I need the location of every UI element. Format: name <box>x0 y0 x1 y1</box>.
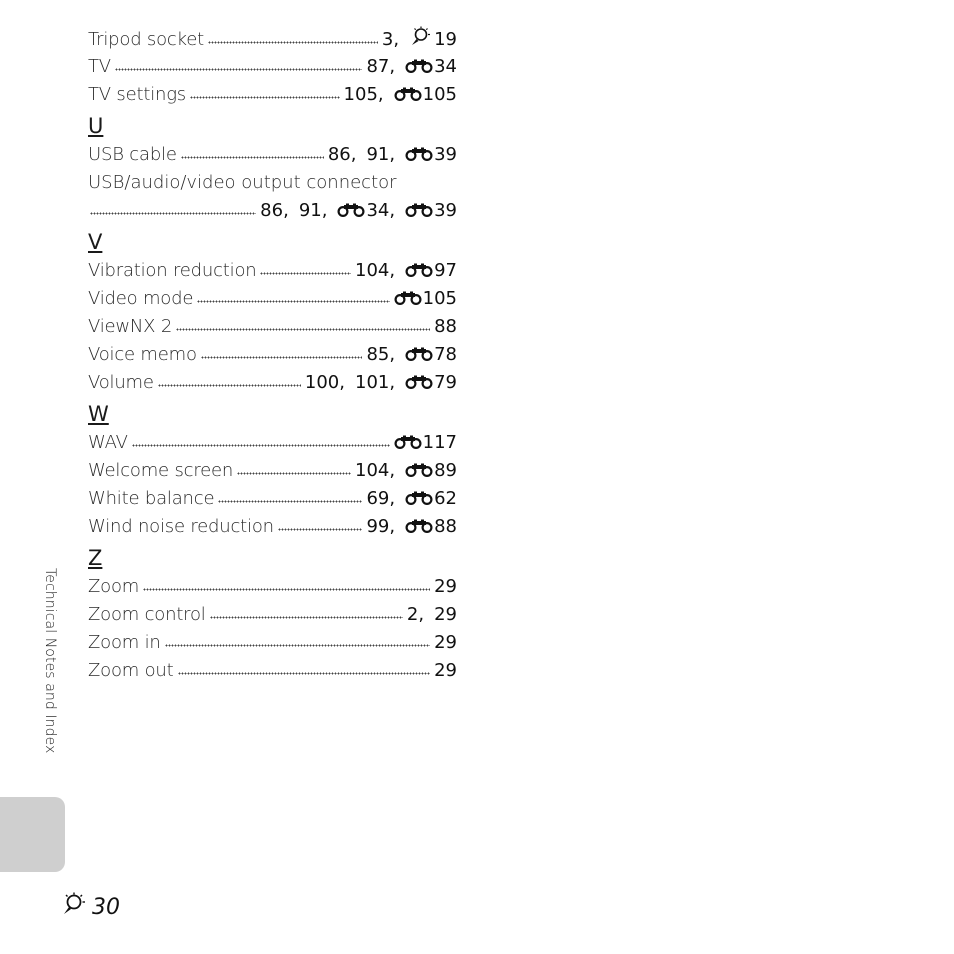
reference-section-icon <box>394 430 422 458</box>
page-ref-number: 88 <box>434 316 457 337</box>
dot-leader <box>201 356 363 359</box>
page-ref-number: 29 <box>434 576 457 597</box>
page-ref-link[interactable] <box>405 257 457 285</box>
index-term: WAV <box>88 432 128 453</box>
page-refs <box>434 313 457 341</box>
dot-leader <box>115 68 363 71</box>
index-entry <box>88 369 457 397</box>
ref-separator: , <box>389 144 396 165</box>
page-ref-number: 100 <box>304 372 340 393</box>
index-entry <box>88 573 457 601</box>
page-ref-number: 101 <box>355 372 390 393</box>
page-ref-link[interactable] <box>305 369 339 397</box>
page-ref-number: 79 <box>434 372 457 393</box>
index-term: USB cable <box>88 144 177 165</box>
ref-separator: , <box>339 372 345 393</box>
ref-separator: , <box>389 488 396 509</box>
reference-section-icon <box>405 142 433 170</box>
dot-leader <box>197 300 389 303</box>
page-ref-link[interactable] <box>366 485 389 513</box>
page-ref-number: 3 <box>381 29 394 50</box>
reference-section-icon <box>394 82 422 110</box>
dot-leader <box>165 644 430 647</box>
technical-notes-icon <box>60 892 90 922</box>
page-ref-link[interactable] <box>434 601 457 629</box>
dot-leader <box>132 444 390 447</box>
ref-separator: , <box>283 200 289 221</box>
page-ref-link[interactable] <box>405 53 457 81</box>
dot-leader <box>237 472 351 475</box>
ref-separator: , <box>389 200 396 221</box>
page-ref-number: 34 <box>434 56 457 77</box>
reference-section-icon <box>405 198 433 226</box>
reference-section-icon <box>394 286 422 314</box>
page-ref-link[interactable] <box>366 141 389 169</box>
dot-leader <box>143 588 430 591</box>
page-ref-link[interactable] <box>366 513 389 541</box>
index-term: Voice memo <box>88 344 197 365</box>
page-refs <box>394 285 457 313</box>
page-ref-link[interactable] <box>434 573 457 601</box>
page-ref-number: 88 <box>434 516 457 537</box>
page-ref-number: 105 <box>422 84 457 105</box>
page-ref-number: 105 <box>343 84 378 105</box>
dot-leader <box>176 328 430 331</box>
page-ref-number: 29 <box>434 604 457 625</box>
reference-section-icon <box>405 486 433 514</box>
ref-separator: , <box>350 144 357 165</box>
page-ref-number: 62 <box>434 488 457 509</box>
index-term: Zoom out <box>88 660 174 681</box>
index-entry <box>88 341 457 369</box>
page-ref-link[interactable] <box>260 197 283 225</box>
reference-section-icon <box>405 342 433 370</box>
index-term: Zoom control <box>88 604 206 625</box>
page-ref-link[interactable] <box>405 369 457 397</box>
reference-section-icon <box>405 54 433 82</box>
index-term: Video mode <box>88 288 194 309</box>
index-entry <box>88 25 457 53</box>
page-refs <box>407 601 457 629</box>
page-ref-number: 69 <box>366 488 390 509</box>
index-term: Zoom in <box>88 632 161 653</box>
index-term: Welcome screen <box>88 460 234 481</box>
page-ref-number: 87 <box>366 56 390 77</box>
page-ref-number: 89 <box>434 460 457 481</box>
index-term: White balance <box>88 488 215 509</box>
page-ref-link[interactable] <box>405 341 457 369</box>
index-entry-continuation <box>88 197 457 225</box>
page-ref-link[interactable] <box>434 657 457 685</box>
dot-leader <box>178 672 431 675</box>
index-entry <box>88 53 457 81</box>
letter-heading: W <box>88 402 109 426</box>
page-ref-link[interactable] <box>405 513 457 541</box>
page-ref-link[interactable] <box>405 485 457 513</box>
technical-notes-icon <box>409 26 433 55</box>
index-term: Zoom <box>88 576 140 597</box>
reference-section-icon <box>405 370 433 398</box>
ref-separator: , <box>377 84 384 105</box>
index-term: TV settings <box>88 84 186 105</box>
page-ref-link[interactable] <box>337 197 389 225</box>
ref-separator: , <box>389 516 396 537</box>
page-ref-link[interactable] <box>407 601 418 629</box>
index-entry <box>88 257 457 285</box>
dot-leader <box>210 616 403 619</box>
dot-leader <box>181 156 324 159</box>
page-refs <box>305 369 457 397</box>
page-ref-link[interactable] <box>366 341 389 369</box>
dot-leader <box>90 212 256 215</box>
page-refs <box>434 657 457 685</box>
page-ref-number: 39 <box>434 144 457 165</box>
index-entry <box>88 485 457 513</box>
dot-leader <box>260 272 351 275</box>
dot-leader <box>278 528 363 531</box>
page-ref-number: 99 <box>366 516 390 537</box>
dot-leader <box>208 41 378 44</box>
page-refs <box>434 573 457 601</box>
page-ref-link[interactable] <box>328 141 351 169</box>
page-ref-link[interactable] <box>355 369 389 397</box>
page-ref-number: 117 <box>422 432 457 453</box>
reference-section-icon <box>337 198 365 226</box>
index-entry <box>88 429 457 457</box>
page-ref-number: 2 <box>406 604 419 625</box>
page-ref-link[interactable] <box>405 457 457 485</box>
dot-leader <box>158 384 301 387</box>
page-refs <box>382 25 457 54</box>
page-ref-link[interactable] <box>355 257 389 285</box>
index-entry <box>88 457 457 485</box>
page-ref-number: 105 <box>422 288 457 309</box>
letter-heading: V <box>88 230 103 254</box>
page-refs <box>366 341 457 369</box>
index-entry <box>88 657 457 685</box>
page-refs <box>328 141 457 169</box>
page-ref-link[interactable] <box>382 26 393 54</box>
ref-separator: , <box>389 372 396 393</box>
page-ref-link[interactable] <box>355 457 389 485</box>
index-term: USB/audio/video output connector <box>88 172 397 193</box>
page-ref-number: 91 <box>366 144 390 165</box>
ref-separator: , <box>389 344 396 365</box>
page-ref-link[interactable] <box>366 53 389 81</box>
page-ref-link[interactable] <box>394 429 457 457</box>
page-ref-number: 29 <box>434 632 457 653</box>
ref-separator: , <box>389 56 396 77</box>
page-refs <box>366 53 457 81</box>
section-tab[interactable] <box>0 797 65 872</box>
ref-separator: , <box>418 604 425 625</box>
page-ref-number: 19 <box>434 29 457 50</box>
ref-separator: , <box>389 260 396 281</box>
page-number <box>60 892 120 922</box>
page-ref-number: 91 <box>298 200 322 221</box>
index-term: Volume <box>88 372 154 393</box>
ref-separator: , <box>393 29 400 50</box>
page-ref-number: 29 <box>434 660 457 681</box>
page-ref-number: 85 <box>366 344 390 365</box>
letter-heading: Z <box>88 546 103 570</box>
reference-section-icon <box>405 458 433 486</box>
reference-section-icon <box>405 258 433 286</box>
index-term: Wind noise reduction <box>88 516 274 537</box>
index-entry <box>88 601 457 629</box>
page-ref-number: 97 <box>434 260 457 281</box>
page-refs <box>355 257 457 285</box>
index-entry <box>88 285 457 313</box>
page-ref-link[interactable] <box>344 81 378 109</box>
index-term: ViewNX 2 <box>88 316 173 337</box>
reference-section-icon <box>405 514 433 542</box>
index-term: TV <box>88 56 111 77</box>
page-refs <box>434 629 457 657</box>
page-ref-number: 78 <box>434 344 457 365</box>
index-entry <box>88 313 457 341</box>
page-ref-link[interactable] <box>394 81 457 109</box>
index-entry <box>88 513 457 541</box>
page-refs <box>260 197 457 225</box>
page-ref-link[interactable] <box>299 197 322 225</box>
page-ref-number: 86 <box>260 200 284 221</box>
dot-leader <box>190 96 340 99</box>
page-ref-link[interactable] <box>434 629 457 657</box>
page-refs <box>366 485 457 513</box>
index-term: Tripod socket <box>88 29 204 50</box>
page-ref-link[interactable] <box>434 313 457 341</box>
index-term: Vibration reduction <box>88 260 257 281</box>
page-refs <box>344 81 457 109</box>
page-refs <box>355 457 457 485</box>
page-refs <box>394 429 457 457</box>
index-entry <box>88 629 457 657</box>
page-ref-number: 104 <box>355 260 390 281</box>
page-ref-number: 34 <box>366 200 390 221</box>
ref-separator: , <box>389 460 396 481</box>
index-entry <box>88 81 457 109</box>
page-ref-link[interactable] <box>405 141 457 169</box>
page-ref-number: 104 <box>355 460 390 481</box>
page-ref-link[interactable] <box>405 197 457 225</box>
section-label: Technical Notes and Index <box>42 568 58 754</box>
page-ref-number: 86 <box>327 144 351 165</box>
page-ref-number: 39 <box>434 200 457 221</box>
index-entry <box>88 141 457 169</box>
page-ref-link[interactable] <box>409 25 457 54</box>
page-ref-link[interactable] <box>394 285 457 313</box>
index-list <box>88 25 457 685</box>
letter-heading: U <box>88 114 104 138</box>
dot-leader <box>218 500 362 503</box>
ref-separator: , <box>321 200 328 221</box>
page-refs <box>366 513 457 541</box>
page-number-value: 30 <box>92 894 120 920</box>
